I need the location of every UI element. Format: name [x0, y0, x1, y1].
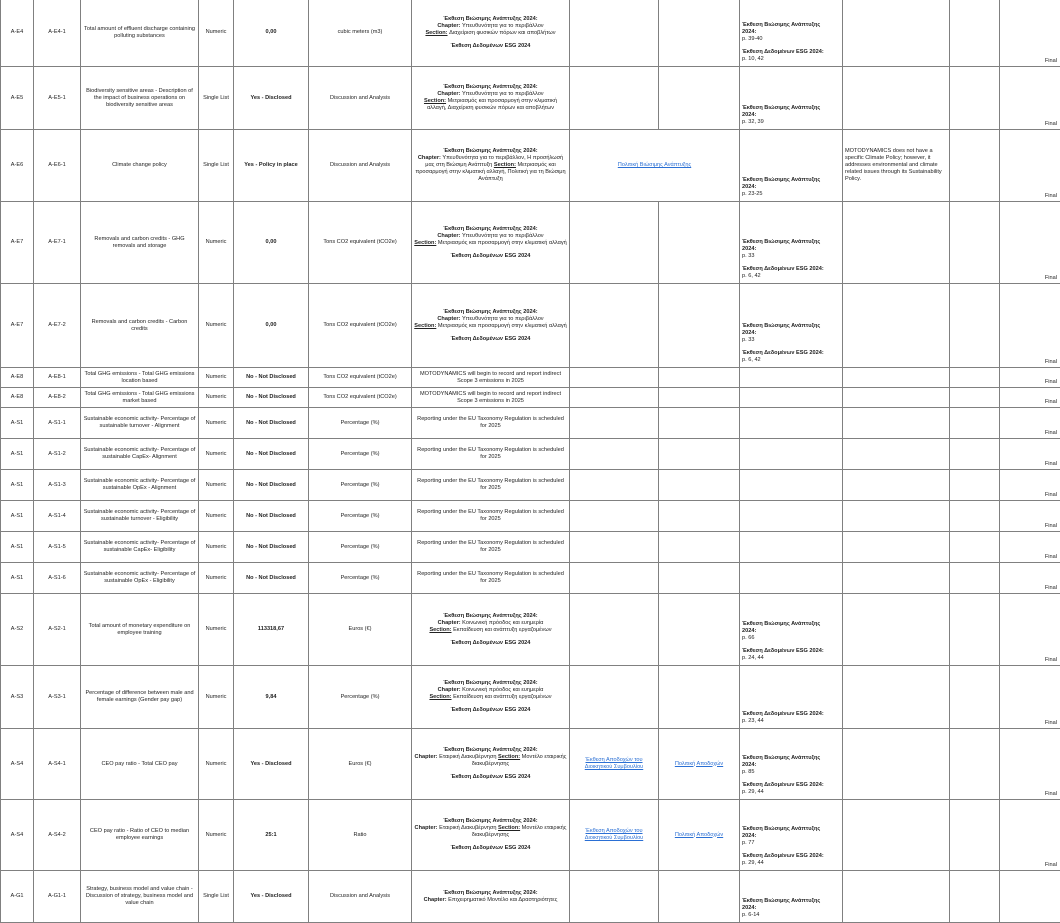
sub-indicator-code: A-E7-2 [34, 284, 81, 368]
empty-cell [950, 800, 1000, 871]
page-reference [740, 368, 843, 388]
status-cell: Final [1000, 0, 1060, 67]
comment-cell [843, 800, 950, 871]
unit: Percentage (%) [309, 666, 412, 729]
page-reference [740, 563, 843, 594]
indicator-code: A-S1 [1, 563, 34, 594]
report-reference: Έκθεση Βιώσιμης Ανάπτυξης 2024: Chapter: Υπευθυνότητα για το περιβάλλον Section: Διαχείριση φυσικών πόρων και αποβλήτων Έκθεση Δεδομένων ESG 2024 [412, 0, 570, 67]
link-cell [659, 532, 740, 563]
data-type: Numeric [199, 408, 234, 439]
empty-cell [950, 202, 1000, 284]
status-cell: Final [1000, 800, 1060, 871]
comment-cell [843, 532, 950, 563]
metric-description: Strategy, business model and value chain - Discussion of strategy, business model and value chain [81, 871, 199, 923]
link-cell [659, 439, 740, 470]
sub-indicator-code: A-S1-3 [34, 470, 81, 501]
status-cell: Final [1000, 202, 1060, 284]
sub-indicator-code: A-G1-1 [34, 871, 81, 923]
table-row [1, 202, 1060, 284]
report-reference: Έκθεση Βιώσιμης Ανάπτυξης 2024: Chapter: Υπευθυνότητα για το περιβάλλον Section: Μετριασμός και προσαρμογή στην κλιματική αλλαγή Έκθεση Δεδομένων ESG 2024 [412, 284, 570, 368]
remuneration-policy-link[interactable]: Πολιτική Αποδοχών [675, 832, 723, 838]
sub-indicator-code: A-S4-2 [34, 800, 81, 871]
page-reference: Έκθεση Βιώσιμης Ανάπτυξης 2024: p. 77 Έκθεση Δεδομένων ESG 2024: p. 29, 44 [740, 800, 843, 871]
status-cell: Final [1000, 666, 1060, 729]
unit: Ratio [309, 800, 412, 871]
status-cell: Final [1000, 130, 1060, 202]
indicator-code: A-S1 [1, 532, 34, 563]
status-cell: Final [1000, 563, 1060, 594]
sub-indicator-code: A-E8-2 [34, 388, 81, 408]
link-cell [570, 532, 659, 563]
report-reference: Reporting under the EU Taxonomy Regulation is scheduled for 2025 [412, 563, 570, 594]
metric-value: Yes - Disclosed [234, 871, 309, 923]
unit: Euros (€) [309, 594, 412, 666]
metric-value: No - Not Disclosed [234, 388, 309, 408]
sub-indicator-code: A-E6-1 [34, 130, 81, 202]
table-row [1, 729, 1060, 800]
link-cell [570, 439, 659, 470]
status-cell: Final [1000, 368, 1060, 388]
page-reference [740, 501, 843, 532]
remuneration-policy-link[interactable]: Πολιτική Αποδοχών [675, 761, 723, 767]
link-cell [570, 666, 659, 729]
table-row [1, 0, 1060, 67]
page-reference: Έκθεση Βιώσιμης Ανάπτυξης 2024: p. 39-40 Έκθεση Δεδομένων ESG 2024: p. 10, 42 [740, 0, 843, 67]
data-type: Numeric [199, 0, 234, 67]
unit: Discussion and Analysis [309, 130, 412, 202]
empty-cell [950, 666, 1000, 729]
data-type: Numeric [199, 532, 234, 563]
link-cell [570, 202, 659, 284]
link-cell [659, 284, 740, 368]
empty-cell [950, 439, 1000, 470]
data-type: Numeric [199, 729, 234, 800]
table-row [1, 501, 1060, 532]
indicator-code: A-E5 [1, 67, 34, 130]
link-cell [570, 0, 659, 67]
metric-value: Yes - Disclosed [234, 67, 309, 130]
metric-value: 0,00 [234, 202, 309, 284]
link-cell [570, 563, 659, 594]
table-row [1, 368, 1060, 388]
empty-cell [950, 501, 1000, 532]
report-reference: Έκθεση Βιώσιμης Ανάπτυξης 2024: Chapter: Εταιρική Διακυβέρνηση Section: Μοντέλο εταιρικής διακυβέρνησης Έκθεση Δεδομένων ESG 2024 [412, 729, 570, 800]
link-cell [570, 368, 659, 388]
link-cell [659, 0, 740, 67]
remuneration-report-link[interactable]: Έκθεση Αποδοχών του Διοικητικού Συμβουλίου [585, 757, 643, 770]
report-reference: Έκθεση Βιώσιμης Ανάπτυξης 2024: Chapter: Εταιρική Διακυβέρνηση Section: Μοντέλο εταιρικής διακυβέρνησης Έκθεση Δεδομένων ESG 2024 [412, 800, 570, 871]
unit: Percentage (%) [309, 532, 412, 563]
comment-cell [843, 388, 950, 408]
indicator-code: A-S3 [1, 666, 34, 729]
comment-cell [843, 563, 950, 594]
comment-cell [843, 501, 950, 532]
data-type: Numeric [199, 470, 234, 501]
empty-cell [950, 594, 1000, 666]
comment-cell [843, 871, 950, 923]
page-reference: Έκθεση Βιώσιμης Ανάπτυξης 2024: p. 33 Έκθεση Δεδομένων ESG 2024: p. 6, 42 [740, 202, 843, 284]
unit: Tons CO2 equivalent (tCO2e) [309, 368, 412, 388]
report-reference: Reporting under the EU Taxonomy Regulation is scheduled for 2025 [412, 501, 570, 532]
data-type: Numeric [199, 594, 234, 666]
indicator-code: A-S1 [1, 470, 34, 501]
metric-value: 9,84 [234, 666, 309, 729]
data-type: Numeric [199, 439, 234, 470]
report-reference: Reporting under the EU Taxonomy Regulation is scheduled for 2025 [412, 439, 570, 470]
report-reference: Reporting under the EU Taxonomy Regulation is scheduled for 2025 [412, 532, 570, 563]
page-reference: Έκθεση Βιώσιμης Ανάπτυξης 2024: p. 23-25 [740, 130, 843, 202]
indicator-code: A-S2 [1, 594, 34, 666]
link-cell [570, 470, 659, 501]
link-cell [570, 729, 659, 800]
page-reference [740, 408, 843, 439]
empty-cell [950, 388, 1000, 408]
empty-cell [950, 368, 1000, 388]
unit: Euros (€) [309, 729, 412, 800]
status-cell: Final [1000, 388, 1060, 408]
comment-cell [843, 594, 950, 666]
report-reference: Έκθεση Βιώσιμης Ανάπτυξης 2024: Chapter: Επιχειρηματικό Μοντέλο και Δραστηριότητες [412, 871, 570, 923]
empty-cell [950, 0, 1000, 67]
table-row [1, 388, 1060, 408]
table-row [1, 470, 1060, 501]
indicator-code: A-E8 [1, 368, 34, 388]
page-reference: Έκθεση Βιώσιμης Ανάπτυξης 2024: p. 6-14 [740, 871, 843, 923]
link-cell [570, 871, 659, 923]
remuneration-report-link[interactable]: Έκθεση Αποδοχών του Διοικητικού Συμβουλίου [585, 828, 643, 841]
sub-indicator-code: A-S1-2 [34, 439, 81, 470]
sub-indicator-code: A-E7-1 [34, 202, 81, 284]
metric-description: Removals and carbon credits - Carbon credits [81, 284, 199, 368]
status-cell: Final [1000, 408, 1060, 439]
empty-cell [950, 470, 1000, 501]
report-reference: Reporting under the EU Taxonomy Regulation is scheduled for 2025 [412, 408, 570, 439]
empty-cell [950, 532, 1000, 563]
comment-cell [843, 67, 950, 130]
page-reference [740, 470, 843, 501]
report-reference: Έκθεση Βιώσιμης Ανάπτυξης 2024: Chapter: Υπευθυνότητα για το περιβάλλον Section: Μετριασμός και προσαρμογή στην κλιματική αλλαγή, Διαχείριση φυσικών πόρων και αποβλήτων [412, 67, 570, 130]
comment-cell [843, 284, 950, 368]
link-cell [659, 594, 740, 666]
comment-cell [843, 0, 950, 67]
unit: Percentage (%) [309, 439, 412, 470]
indicator-code: A-S1 [1, 408, 34, 439]
table-row [1, 130, 1060, 202]
report-reference: Έκθεση Βιώσιμης Ανάπτυξης 2024: Chapter: Υπευθυνότητα για το περιβάλλον, Η προσήλωσή μας στη Βιώσιμη Ανάπτυξη Section: Μετριασμός και προσαρμογή στην κλιματική αλλαγή, Πολιτική για τη Βιώσιμη Ανάπτυξη [412, 130, 570, 202]
sub-indicator-code: A-S1-4 [34, 501, 81, 532]
metric-description: Percentage of difference between male and female earnings (Gender pay gap) [81, 666, 199, 729]
page-reference: Έκθεση Βιώσιμης Ανάπτυξης 2024: p. 32, 39 [740, 67, 843, 130]
comment-cell [843, 470, 950, 501]
page-reference [740, 532, 843, 563]
unit: Tons CO2 equivalent (tCO2e) [309, 284, 412, 368]
status-cell: Final [1000, 729, 1060, 800]
metric-value: No - Not Disclosed [234, 439, 309, 470]
metric-description: CEO pay ratio - Total CEO pay [81, 729, 199, 800]
metric-description: Sustainable economic activity- Percentage of sustainable turnover - Eligibility [81, 501, 199, 532]
link-cell [659, 408, 740, 439]
unit: Discussion and Analysis [309, 67, 412, 130]
comment-cell [843, 202, 950, 284]
empty-cell [950, 67, 1000, 130]
metric-description: Sustainable economic activity- Percentage of sustainable CapEx- Alignment [81, 439, 199, 470]
metric-description: Sustainable economic activity- Percentage of sustainable CapEx- Eligibility [81, 532, 199, 563]
sub-indicator-code: A-S1-6 [34, 563, 81, 594]
report-reference: Έκθεση Βιώσιμης Ανάπτυξης 2024: Chapter: Κοινωνική πρόοδος και ευημερία Section: Εκπαίδευση και ανάπτυξη εργαζομένων Έκθεση Δεδομένων ESG 2024 [412, 594, 570, 666]
metric-value: 0,00 [234, 284, 309, 368]
data-type: Single List [199, 67, 234, 130]
empty-cell [950, 871, 1000, 923]
report-reference: Έκθεση Βιώσιμης Ανάπτυξης 2024: Chapter: Κοινωνική πρόοδος και ευημερία Section: Εκπαίδευση και ανάπτυξη εργαζομένων Έκθεση Δεδομένων ESG 2024 [412, 666, 570, 729]
data-type: Numeric [199, 501, 234, 532]
sub-indicator-code: A-S1-5 [34, 532, 81, 563]
report-reference: Reporting under the EU Taxonomy Regulation is scheduled for 2025 [412, 470, 570, 501]
indicator-code: A-E6 [1, 130, 34, 202]
empty-cell [950, 563, 1000, 594]
status-cell: Final [1000, 439, 1060, 470]
metric-description: Sustainable economic activity- Percentage of sustainable turnover - Alignment [81, 408, 199, 439]
metric-description: Total GHG emissions - Total GHG emissions location based [81, 368, 199, 388]
page-reference: Έκθεση Βιώσιμης Ανάπτυξης 2024: p. 85 Έκθεση Δεδομένων ESG 2024: p. 29, 44 [740, 729, 843, 800]
indicator-code: A-E7 [1, 284, 34, 368]
status-cell: Final [1000, 532, 1060, 563]
data-type: Numeric [199, 202, 234, 284]
metric-description: Total GHG emissions - Total GHG emissions market based [81, 388, 199, 408]
metric-value: No - Not Disclosed [234, 368, 309, 388]
sub-indicator-code: A-S1-1 [34, 408, 81, 439]
metric-description: Removals and carbon credits - GHG removals and storage [81, 202, 199, 284]
metric-description: Total amount of effluent discharge containing polluting substances [81, 0, 199, 67]
comment-cell: MOTODYNAMICS does not have a specific Climate Policy; however, it addresses environmental and climate related issues through its Sustainability Policy. [843, 130, 950, 202]
sub-indicator-code: A-E4-1 [34, 0, 81, 67]
metric-value: No - Not Disclosed [234, 470, 309, 501]
data-type: Numeric [199, 563, 234, 594]
status-cell: Final [1000, 284, 1060, 368]
indicator-code: A-S4 [1, 729, 34, 800]
status-cell: Final [1000, 470, 1060, 501]
link-cell [659, 871, 740, 923]
indicator-code: A-E4 [1, 0, 34, 67]
link-cell [570, 800, 659, 871]
table-row [1, 666, 1060, 729]
table-row [1, 532, 1060, 563]
metric-description: Sustainable economic activity- Percentage of sustainable OpEx - Alignment [81, 470, 199, 501]
metric-description: Sustainable economic activity- Percentage of sustainable OpEx - Eligibility [81, 563, 199, 594]
table-row [1, 67, 1060, 130]
data-type: Numeric [199, 800, 234, 871]
table-row [1, 871, 1060, 923]
table-row [1, 563, 1060, 594]
metric-value: No - Not Disclosed [234, 501, 309, 532]
data-type: Single List [199, 130, 234, 202]
link-cell [659, 470, 740, 501]
indicator-code: A-S1 [1, 439, 34, 470]
link-cell [659, 368, 740, 388]
comment-cell [843, 439, 950, 470]
comment-cell [843, 408, 950, 439]
link-cell [659, 388, 740, 408]
sub-indicator-code: A-S3-1 [34, 666, 81, 729]
link-cell [659, 563, 740, 594]
table-row [1, 800, 1060, 871]
unit: Percentage (%) [309, 501, 412, 532]
metric-description: Biodiversity sensitive areas - Description of the impact of business operations on biodiversity sensitive areas [81, 67, 199, 130]
indicator-code: A-G1 [1, 871, 34, 923]
unit: Tons CO2 equivalent (tCO2e) [309, 388, 412, 408]
link-cell [570, 388, 659, 408]
indicator-code: A-E8 [1, 388, 34, 408]
link-cell [659, 67, 740, 130]
metric-value: No - Not Disclosed [234, 408, 309, 439]
link-cell [659, 202, 740, 284]
link-cell [659, 800, 740, 871]
page-reference: Έκθεση Βιώσιμης Ανάπτυξης 2024: p. 33 Έκθεση Δεδομένων ESG 2024: p. 6, 42 [740, 284, 843, 368]
comment-cell [843, 729, 950, 800]
unit: Discussion and Analysis [309, 871, 412, 923]
status-cell [1000, 871, 1060, 923]
comment-cell [843, 666, 950, 729]
metric-value: Yes - Disclosed [234, 729, 309, 800]
link-cell [570, 408, 659, 439]
link-cell [570, 130, 740, 202]
table-row [1, 594, 1060, 666]
indicator-code: A-E7 [1, 202, 34, 284]
metric-value: 0,00 [234, 0, 309, 67]
page-reference: Έκθεση Βιώσιμης Ανάπτυξης 2024: p. 66 Έκθεση Δεδομένων ESG 2024: p. 24, 44 [740, 594, 843, 666]
metric-value: 113318,67 [234, 594, 309, 666]
table-row [1, 439, 1060, 470]
data-type: Numeric [199, 666, 234, 729]
sub-indicator-code: A-E8-1 [34, 368, 81, 388]
metric-description: Total amount of monetary expenditure on employee training [81, 594, 199, 666]
empty-cell [950, 729, 1000, 800]
page-reference: Έκθεση Δεδομένων ESG 2024: p. 23, 44 [740, 666, 843, 729]
unit: cubic meters (m3) [309, 0, 412, 67]
metric-description: CEO pay ratio - Ratio of CEO to median employee earnings [81, 800, 199, 871]
table-row [1, 408, 1060, 439]
data-type: Numeric [199, 388, 234, 408]
unit: Percentage (%) [309, 408, 412, 439]
empty-cell [950, 130, 1000, 202]
unit: Percentage (%) [309, 563, 412, 594]
comment-cell [843, 368, 950, 388]
metric-value: Yes - Policy in place [234, 130, 309, 202]
link-cell [659, 501, 740, 532]
indicator-code: A-S1 [1, 501, 34, 532]
data-type: Numeric [199, 368, 234, 388]
page-reference [740, 388, 843, 408]
unit: Percentage (%) [309, 470, 412, 501]
sustainability-policy-link[interactable]: Πολιτική Βιώσιμης Ανάπτυξης [618, 162, 691, 168]
table-row [1, 284, 1060, 368]
link-cell [570, 501, 659, 532]
report-reference: MOTODYNAMICS will begin to record and report indirect Scope 3 emissions in 2025 [412, 368, 570, 388]
unit: Tons CO2 equivalent (tCO2e) [309, 202, 412, 284]
sub-indicator-code: A-E5-1 [34, 67, 81, 130]
status-cell: Final [1000, 67, 1060, 130]
metric-value: No - Not Disclosed [234, 532, 309, 563]
page-reference [740, 439, 843, 470]
data-type: Numeric [199, 284, 234, 368]
metric-value: No - Not Disclosed [234, 563, 309, 594]
empty-cell [950, 284, 1000, 368]
status-cell: Final [1000, 594, 1060, 666]
indicator-code: A-S4 [1, 800, 34, 871]
report-reference: MOTODYNAMICS will begin to record and report indirect Scope 3 emissions in 2025 [412, 388, 570, 408]
metric-description: Climate change policy [81, 130, 199, 202]
empty-cell [950, 408, 1000, 439]
link-cell [659, 666, 740, 729]
sub-indicator-code: A-S2-1 [34, 594, 81, 666]
link-cell [570, 67, 659, 130]
link-cell [659, 729, 740, 800]
metric-value: 25:1 [234, 800, 309, 871]
report-reference: Έκθεση Βιώσιμης Ανάπτυξης 2024: Chapter: Υπευθυνότητα για το περιβάλλον Section: Μετριασμός και προσαρμογή στην κλιματική αλλαγή Έκθεση Δεδομένων ESG 2024 [412, 202, 570, 284]
link-cell [570, 594, 659, 666]
data-type: Single List [199, 871, 234, 923]
status-cell: Final [1000, 501, 1060, 532]
link-cell [570, 284, 659, 368]
sub-indicator-code: A-S4-1 [34, 729, 81, 800]
